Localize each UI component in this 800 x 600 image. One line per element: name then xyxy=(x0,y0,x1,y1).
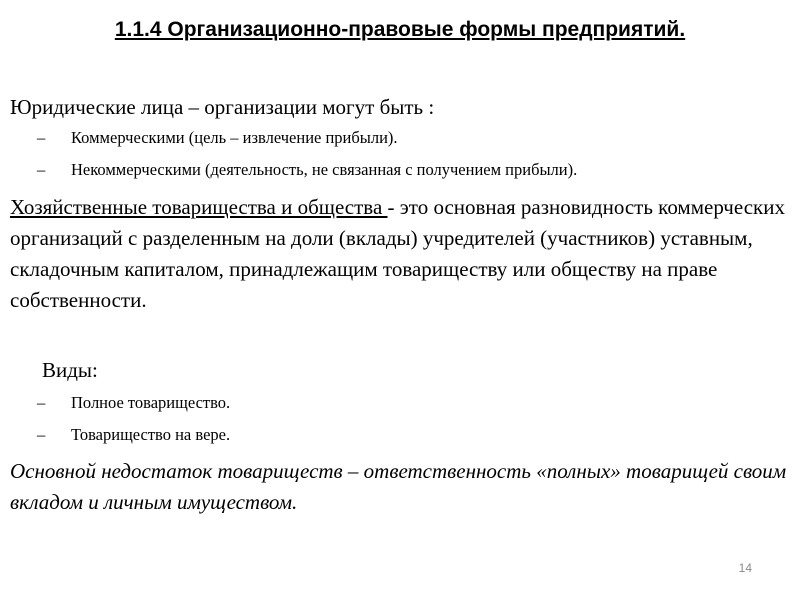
bullet-text-noncommercial: Некоммерческими (деятельность, не связанная с получением прибыли). xyxy=(71,160,578,179)
types-label: Виды: xyxy=(42,358,98,382)
definition-text: - это основная разновидность коммерческих организаций с разделенным на доли (вклады) учредителей (участников) уставным, складочным капиталом, принадлежащим товариществу или обществу на праве собственности. xyxy=(10,195,785,312)
page-number: 14 xyxy=(738,561,752,575)
definition-paragraph xyxy=(10,192,790,316)
bullet-dash: – xyxy=(37,160,46,179)
bullet-dash: – xyxy=(37,393,46,412)
bullet-dash: – xyxy=(37,128,46,147)
type-limited-partnership: Товарищество на вере. xyxy=(71,425,231,444)
bullet-dash: – xyxy=(37,425,46,444)
bullet-text-commercial: Коммерческими (цель – извлечение прибыли). xyxy=(71,128,398,147)
definition-term: Хозяйственные товарищества и общества xyxy=(10,195,388,219)
drawback-note: Основной недостаток товариществ – ответственность «полных» товарищей своим вкладом и личным имуществом. xyxy=(10,459,787,514)
slide-title: 1.1.4 Организационно-правовые формы предприятий. xyxy=(114,18,686,41)
intro-text: Юридические лица – организации могут быть : xyxy=(10,95,435,119)
type-full-partnership: Полное товарищество. xyxy=(71,393,231,412)
